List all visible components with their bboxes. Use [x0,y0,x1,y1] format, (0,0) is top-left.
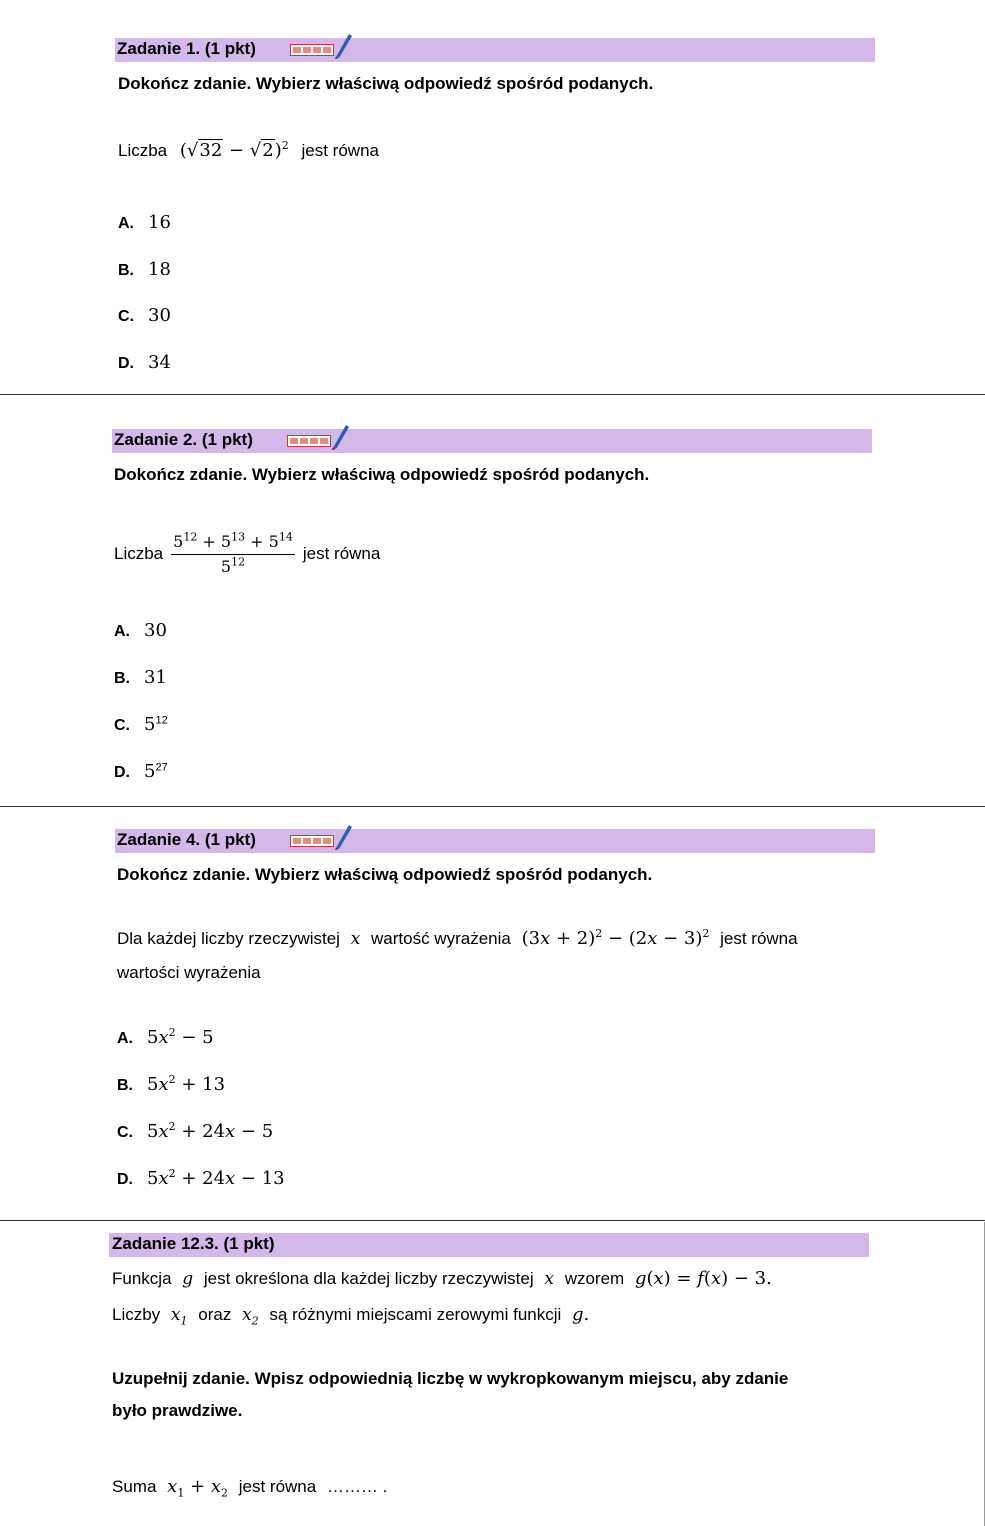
task-4-prompt-part-2: wartość wyrażenia [371,929,511,948]
variable-x2: $x_2$ [242,1305,259,1328]
variable-x1: $x_1$ [170,1305,188,1328]
pen-icon [334,31,354,59]
task-12-3-line-2 [112,1304,590,1328]
option-value: 30 [144,620,167,641]
line-2-part-c: są różnymi miejscami zerowymi funkcji [269,1305,562,1324]
sum-expression: $x_1 + x_2$ [167,1476,228,1500]
option-label: C. [114,717,130,734]
task-4-instruction: Dokończ zdanie. Wybierz właściwą odpowiedź spośród podanych. [117,865,653,884]
option-value: $5x^2 + 24x - 13$ [147,1167,285,1189]
task-1-prompt-before: Liczba [118,141,168,160]
option-label: D. [118,355,134,372]
option-label: D. [114,764,130,781]
option-label: A. [118,215,134,232]
variable-x: x [544,1269,554,1289]
line-1-part-b: jest określona dla każdej liczby rzeczywistej [203,1269,534,1288]
option-label: B. [118,262,134,279]
option-value: 30 [148,305,171,326]
function-g-ref: g. [572,1304,590,1325]
separator [0,1220,985,1221]
separator [0,806,985,807]
pen-icon [331,422,351,450]
task-1-expression: $(√32 - √2)^2$ [179,139,289,161]
task-2-option-c[interactable] [114,714,168,735]
task-4-prompt-part-3: jest równa [720,929,798,948]
option-label: C. [118,308,134,325]
line-1-part-a: Funkcja [112,1269,172,1288]
option-exponent: 27 [155,761,168,774]
answer-after: jest równa [238,1477,317,1496]
option-value: $5x^2 + 13$ [147,1073,226,1095]
task-12-3-title: Zadanie 12.3. (1 pkt) [112,1234,275,1253]
task-4-option-c[interactable] [117,1121,273,1142]
answer-boxes-icon [287,435,331,447]
option-label: A. [114,623,130,640]
task-4-option-d[interactable] [117,1168,285,1189]
separator [0,394,985,395]
task-2-option-b[interactable] [114,667,167,688]
formula-g: g(x) = f(x) − 3. [634,1268,772,1289]
task-1-instruction: Dokończ zdanie. Wybierz właściwą odpowiedź spośród podanych. [118,74,654,93]
answer-before: Suma [112,1477,157,1496]
task-2-fraction: $\frac{5^{12} + 5^{13} + 5^{14}}{5^{12}}$ [173,530,293,576]
task-2-option-a[interactable] [114,620,167,641]
task-2-prompt [114,526,380,582]
task-4-prompt-line-2: wartości wyrażenia [117,963,261,982]
answer-blank[interactable]: ……… . [326,1477,388,1496]
option-value: 18 [148,259,171,280]
task-12-3-line-1 [112,1268,772,1289]
option-value: 16 [148,212,171,233]
variable-x: x [350,929,361,949]
task-12-3-answer [112,1476,388,1500]
pen-icon [334,822,354,850]
task-4-prompt-line-1 [117,928,798,949]
task-1-title: Zadanie 1. (1 pkt) [117,39,256,58]
task-1-option-a[interactable] [118,212,171,233]
task-2-prompt-before: Liczba [114,544,164,563]
task-4-expression: $(3x + 2)^2 - (2x - 3)^2$ [521,927,710,949]
option-value: 31 [144,667,167,688]
option-label: C. [117,1124,133,1141]
task-2-prompt-after: jest równa [302,544,381,563]
line-2-part-a: Liczby [112,1305,161,1324]
task-12-3-instruction-line-2: było prawdziwe. [112,1401,243,1420]
task-4-option-a[interactable] [117,1027,214,1048]
task-4-prompt-part-1: Dla każdej liczby rzeczywistej [117,929,340,948]
line-1-part-c: wzorem [564,1269,625,1288]
option-value: $5x^2 - 5$ [147,1026,214,1048]
task-1-prompt [118,140,379,161]
line-2-part-b: oraz [198,1305,232,1324]
task-1-option-d[interactable] [118,352,171,373]
task-1-option-c[interactable] [118,305,171,326]
option-value: $5x^2 + 24x - 5$ [147,1120,274,1142]
option-value: 34 [148,352,171,373]
option-label: A. [117,1030,133,1047]
task-12-3-instruction-line-1: Uzupełnij zdanie. Wpisz odpowiednią liczbę w wykropkowanym miejscu, aby zdanie [112,1369,789,1388]
task-1-option-b[interactable] [118,259,171,280]
option-label: B. [117,1077,133,1094]
option-label: D. [117,1171,133,1188]
task-2-instruction: Dokończ zdanie. Wybierz właściwą odpowiedź spośród podanych. [114,465,650,484]
option-value: 5 [144,761,156,782]
task-1-prompt-after: jest równa [301,141,379,160]
option-label: B. [114,670,130,687]
answer-boxes-icon [290,44,334,56]
task-2-title: Zadanie 2. (1 pkt) [114,430,253,449]
option-exponent: 12 [155,714,168,727]
task-4-option-b[interactable] [117,1074,225,1095]
option-value: 5 [144,714,156,735]
function-g: g [182,1269,194,1289]
task-4-title: Zadanie 4. (1 pkt) [117,830,256,849]
answer-boxes-icon [290,835,334,847]
task-2-option-d[interactable] [114,761,168,782]
